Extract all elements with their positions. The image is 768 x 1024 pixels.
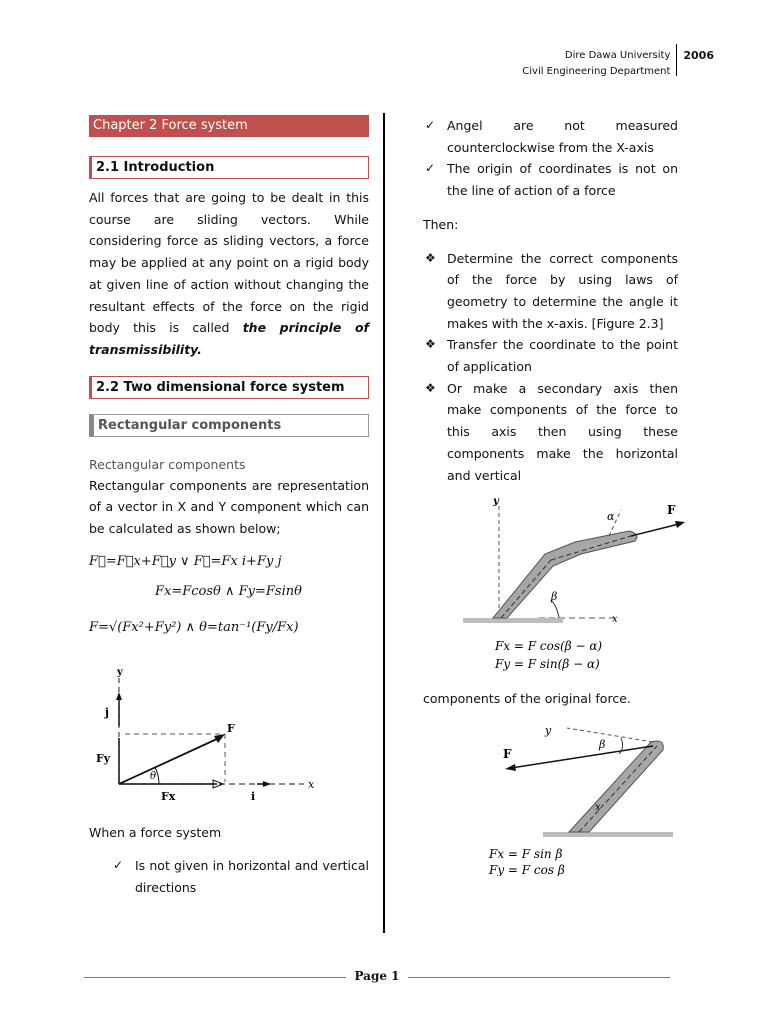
force-label: F (503, 746, 512, 761)
university-name: Dire Dawa University (564, 50, 671, 61)
bent-member (493, 531, 637, 618)
force-label: F (667, 503, 676, 518)
section-introduction-title: 2.1 Introduction (89, 156, 369, 179)
fy-label: Fy (96, 751, 111, 765)
when-force-system-text: When a force system (89, 824, 222, 840)
step-transfer-coordinate (423, 334, 678, 377)
steps-list (423, 248, 678, 487)
section-two-dimensional-title: 2.2 Two dimensional force system (89, 376, 369, 399)
i-arrowhead (263, 781, 271, 787)
check-item-text: Angel are not measured counterclockwise from the X-axis (447, 118, 678, 155)
department-name: Civil Engineering Department (522, 66, 671, 77)
beta-label: β (599, 737, 606, 751)
left-check-list (89, 855, 369, 898)
check-icon: ✓ (425, 161, 436, 176)
page-footer (84, 968, 670, 988)
right-check-list (423, 115, 678, 202)
rectangular-subheading: Rectangular components (89, 456, 246, 472)
x-axis-label: x (612, 614, 618, 626)
force-arrowhead (675, 521, 685, 528)
y-axis-label: y (545, 725, 552, 737)
subsection-rectangular-title: Rectangular components (89, 414, 369, 437)
intro-paragraph (89, 187, 369, 361)
ground-support (463, 618, 563, 623)
check-item-text: The origin of coordinates is not on the line of action of a force (447, 161, 678, 199)
diamond-bullet-icon: ❖ (425, 380, 436, 395)
intro-emphasis: the principle of transmissibility. (89, 320, 369, 357)
check-item-text: Is not given in horizontal and vertical directions (135, 858, 369, 896)
rectangular-paragraph: Rectangular components are representation of a vector in X and Y component which can be calculated as shown below; (89, 477, 369, 537)
fx-label: Fx (161, 789, 176, 803)
x-axis-label: x (308, 777, 315, 791)
step-text: Or make a secondary axis then make components of the force to this axis then using these components make the horizontal and vertical (447, 380, 678, 483)
intro-text: All forces that are going to be dealt in this course are sliding vectors. While considering force as sliding vectors, a force may be applied at any point on a rigid body at given line of action without changing the resultant effects of the force on the rigid body this is called (89, 190, 369, 336)
rectangular-components-figure (89, 666, 329, 808)
bent-member-figure-1 (459, 494, 719, 684)
y-reference-axis (567, 728, 653, 742)
left-column (89, 115, 369, 899)
diamond-bullet-icon: ❖ (425, 337, 436, 352)
force-vector (631, 524, 679, 536)
column-divider (383, 113, 385, 933)
force-arrowhead (214, 734, 225, 743)
components-text: components of the original force. (423, 691, 631, 707)
bent-member-figure-2 (483, 726, 703, 876)
force-arrowhead (505, 764, 516, 771)
alpha-label: α (607, 510, 615, 524)
step-text: Transfer the coordinate to the point of application (447, 337, 678, 375)
equation-fx: Fx = F sin β (489, 846, 563, 861)
y-axis-label: y (117, 666, 123, 678)
chapter-title: Chapter 2 Force system (89, 115, 369, 137)
right-column (423, 115, 678, 876)
j-arrowhead (116, 692, 122, 700)
step-determine-components (423, 248, 678, 335)
check-item-angle (423, 115, 678, 158)
beta-label: β (551, 590, 558, 604)
check-icon: ✓ (113, 858, 124, 873)
check-item-origin (423, 158, 678, 201)
j-label: j (105, 705, 109, 719)
header-text (522, 44, 676, 80)
then-text: Then: (423, 216, 459, 232)
equation-fy: Fy = F sin(β − α) (495, 657, 600, 672)
y-axis-label: y (493, 496, 499, 508)
theta-label: θ (150, 770, 157, 782)
header-year: 2006 (683, 49, 714, 62)
diamond-bullet-icon: ❖ (425, 250, 436, 265)
i-label: i (251, 789, 256, 803)
step-secondary-axis (423, 378, 678, 487)
force-label: F (227, 721, 235, 735)
member-centerline (579, 746, 657, 832)
ground-support (543, 832, 673, 837)
equation-vector-sum: F⃗=F⃗x+F⃗y ∨ F⃗=Fx i+Fy j (89, 553, 282, 569)
page-header (522, 44, 714, 80)
equation-magnitude-angle: F=√(Fx²+Fy²) ∧ θ=tan⁻¹(Fy/Fx) (89, 619, 299, 635)
equation-components: Fx=Fcosθ ∧ Fy=Fsinθ (155, 583, 302, 599)
x-axis-label: x (595, 801, 601, 813)
check-item-not-horizontal (111, 855, 369, 898)
check-icon: ✓ (425, 118, 436, 132)
equation-fx: Fx = F cos(β − α) (495, 639, 603, 654)
page-number: Page 1 (354, 969, 400, 983)
step-text: Determine the correct components of the force by using laws of geometry to determine the angle it makes with the x-axis. [Figure 2.3] (447, 250, 678, 331)
equation-fy: Fy = F cos β (489, 862, 565, 876)
force-vector (119, 738, 219, 784)
